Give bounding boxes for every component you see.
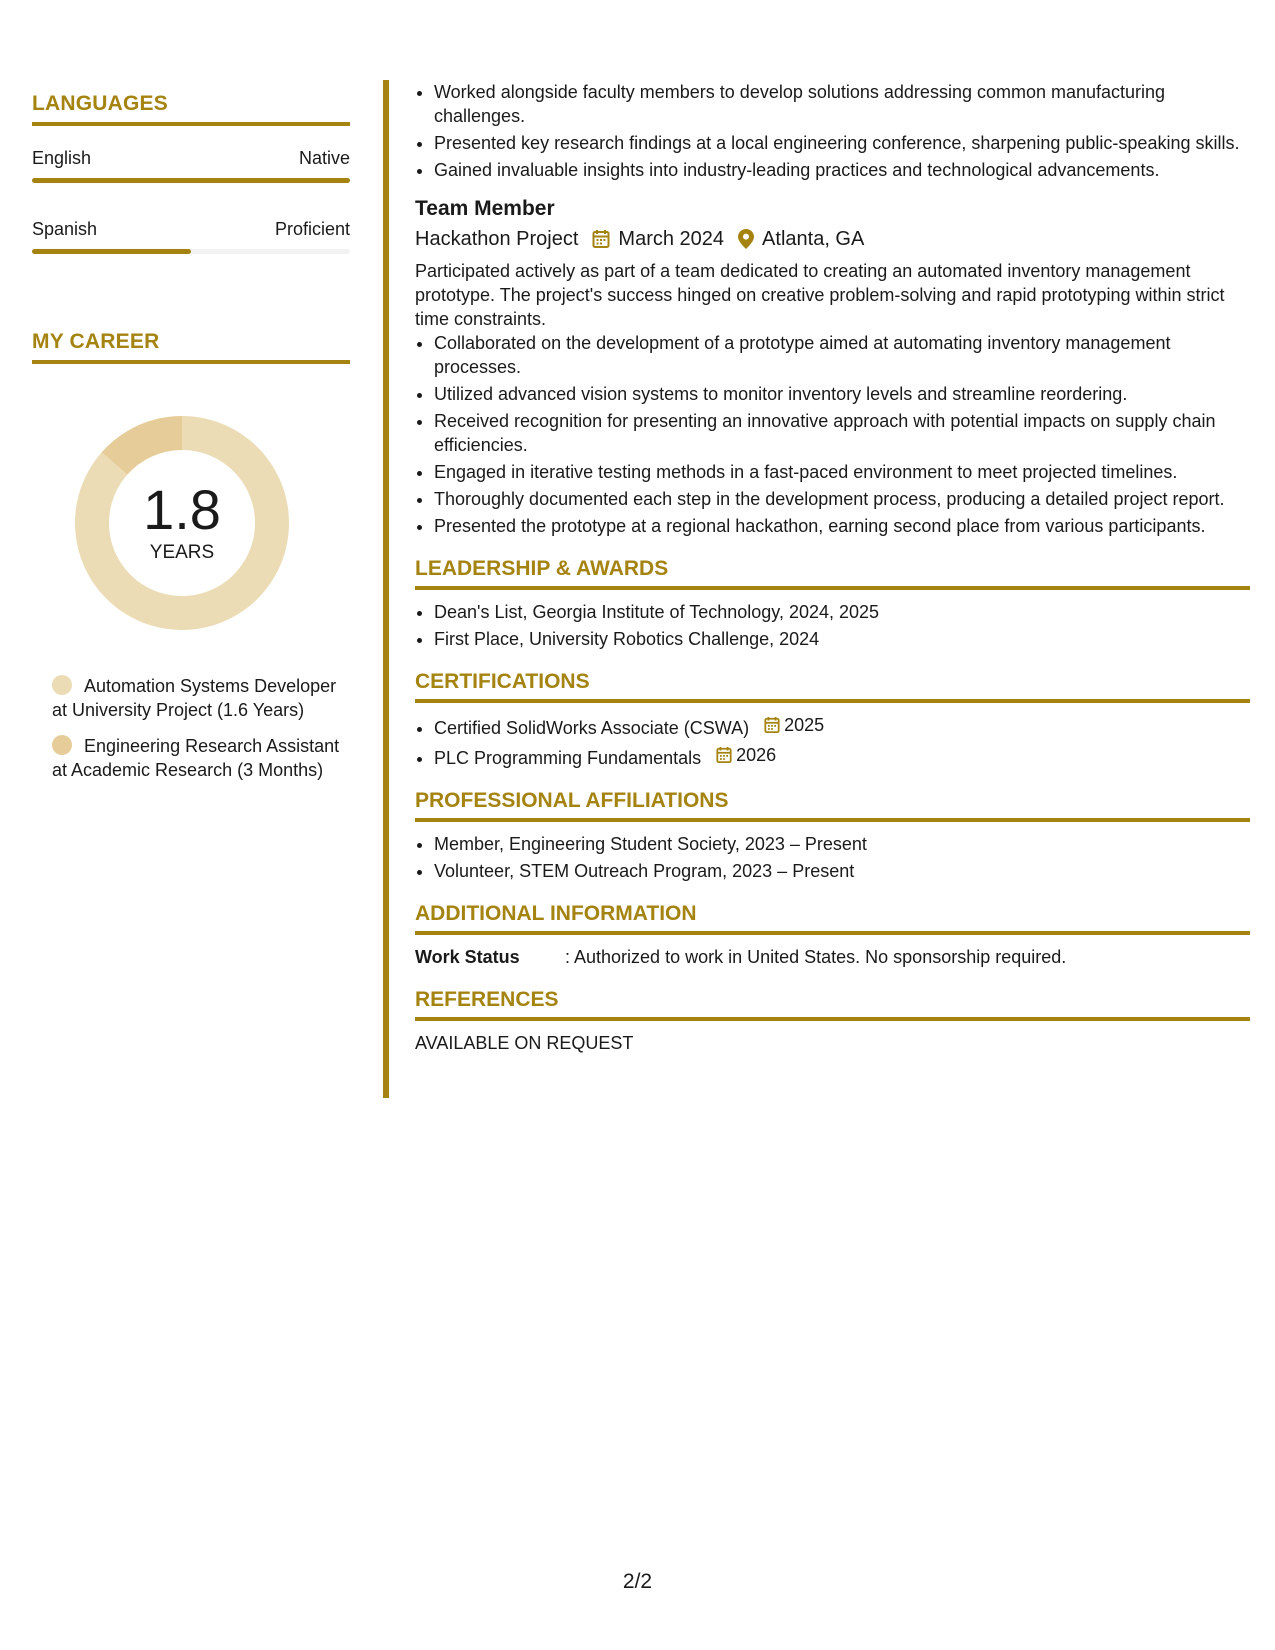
location-pin-icon [738, 229, 754, 249]
language-bar [32, 178, 350, 183]
bullet-item: • Gained invaluable insights into industry-leading practices and technological advancements. [434, 158, 1250, 182]
bullet-item: • Thoroughly documented each step in the development process, producing a detailed project report. [434, 487, 1250, 511]
career-legend-item [52, 674, 350, 722]
certification-name: Certified SolidWorks Associate (CSWA) [434, 718, 750, 738]
job-date: March 2024 [618, 228, 725, 250]
language-level: Proficient [274, 219, 350, 239]
language-level: Native [298, 148, 350, 168]
bullet-item: • Presented the prototype at a regional hackathon, earning second place from various participants. [434, 514, 1250, 538]
legend-label: Automation Systems Developer at University Project (1.6 Years) [52, 676, 337, 720]
bullet-item: • Received recognition for presenting an innovative approach with potential impacts on supply chain efficiencies. [434, 409, 1250, 457]
bullet-item: • Utilized advanced vision systems to monitor inventory levels and streamline reordering. [434, 382, 1250, 406]
left-column [32, 92, 350, 794]
certification-item [434, 743, 1250, 770]
bullet-item: • Engaged in iterative testing methods in a fast-paced environment to meet projected timelines. [434, 460, 1250, 484]
affiliation-item: • Volunteer, STEM Outreach Program, 2023 – Present [434, 859, 1250, 883]
calendar-icon [716, 746, 732, 764]
certification-year: 2026 [736, 745, 777, 765]
awards-list [415, 600, 1250, 651]
previous-job-bullets [415, 80, 1250, 182]
legend-dot [52, 675, 72, 695]
certifications-title: CERTIFICATIONS [415, 670, 1250, 703]
calendar-icon [764, 716, 780, 734]
certification-name: PLC Programming Fundamentals [434, 748, 702, 768]
certifications-list [415, 713, 1250, 770]
additional-info-title: ADDITIONAL INFORMATION [415, 902, 1250, 935]
languages-title: LANGUAGES [32, 92, 350, 126]
affiliations-title: PROFESSIONAL AFFILIATIONS [415, 789, 1250, 822]
certification-year: 2025 [784, 715, 825, 735]
legend-dot [52, 735, 72, 755]
bullet-item: • Worked alongside faculty members to develop solutions addressing common manufacturing challenges. [434, 80, 1250, 128]
career-legend-item [52, 734, 350, 782]
bullet-item: • Collaborated on the development of a prototype aimed at automating inventory management processes. [434, 331, 1250, 379]
language-bar [32, 249, 350, 254]
career-legend [32, 674, 350, 782]
job-location: Atlanta, GA [762, 228, 865, 250]
affiliation-item: • Member, Engineering Student Society, 2023 – Present [434, 832, 1250, 856]
job-title: Team Member [415, 197, 555, 220]
language-bar-fill [32, 178, 350, 183]
right-column [415, 80, 1250, 1055]
job-meta [415, 227, 1250, 251]
language-item [32, 219, 350, 254]
calendar-icon [592, 229, 610, 249]
language-name: English [32, 148, 92, 168]
work-status-row [415, 945, 1250, 969]
language-name: Spanish [32, 219, 98, 239]
awards-title: LEADERSHIP & AWARDS [415, 557, 1250, 590]
column-divider [383, 80, 389, 1098]
job-bullets [415, 331, 1250, 538]
work-status-label: Work Status [415, 947, 520, 967]
job-company: Hackathon Project [415, 228, 579, 250]
work-status-value: : Authorized to work in United States. No sponsorship required. [565, 947, 1067, 967]
references-title: REFERENCES [415, 988, 1250, 1021]
page-number: 2/2 [622, 1570, 653, 1593]
language-item [32, 148, 350, 183]
certification-item [434, 713, 1250, 740]
career-donut-chart [67, 408, 297, 638]
job-description: Participated actively as part of a team dedicated to creating an automated inventory management prototype. The project's success hinged on creative problem-solving and rapid prototyping within strict time constraints. [415, 261, 1225, 329]
references-text: AVAILABLE ON REQUEST [415, 1033, 634, 1053]
language-bar-fill [32, 249, 191, 254]
legend-label: Engineering Research Assistant at Academic Research (3 Months) [52, 736, 340, 780]
award-item: • Dean's List, Georgia Institute of Technology, 2024, 2025 [434, 600, 1250, 624]
bullet-item: • Presented key research findings at a local engineering conference, sharpening public-speaking skills. [434, 131, 1250, 155]
career-total-unit: YEARS [149, 542, 215, 563]
career-title: MY CAREER [32, 330, 350, 364]
award-item: • First Place, University Robotics Challenge, 2024 [434, 627, 1250, 651]
career-total-value: 1.8 [143, 478, 221, 541]
affiliations-list [415, 832, 1250, 883]
